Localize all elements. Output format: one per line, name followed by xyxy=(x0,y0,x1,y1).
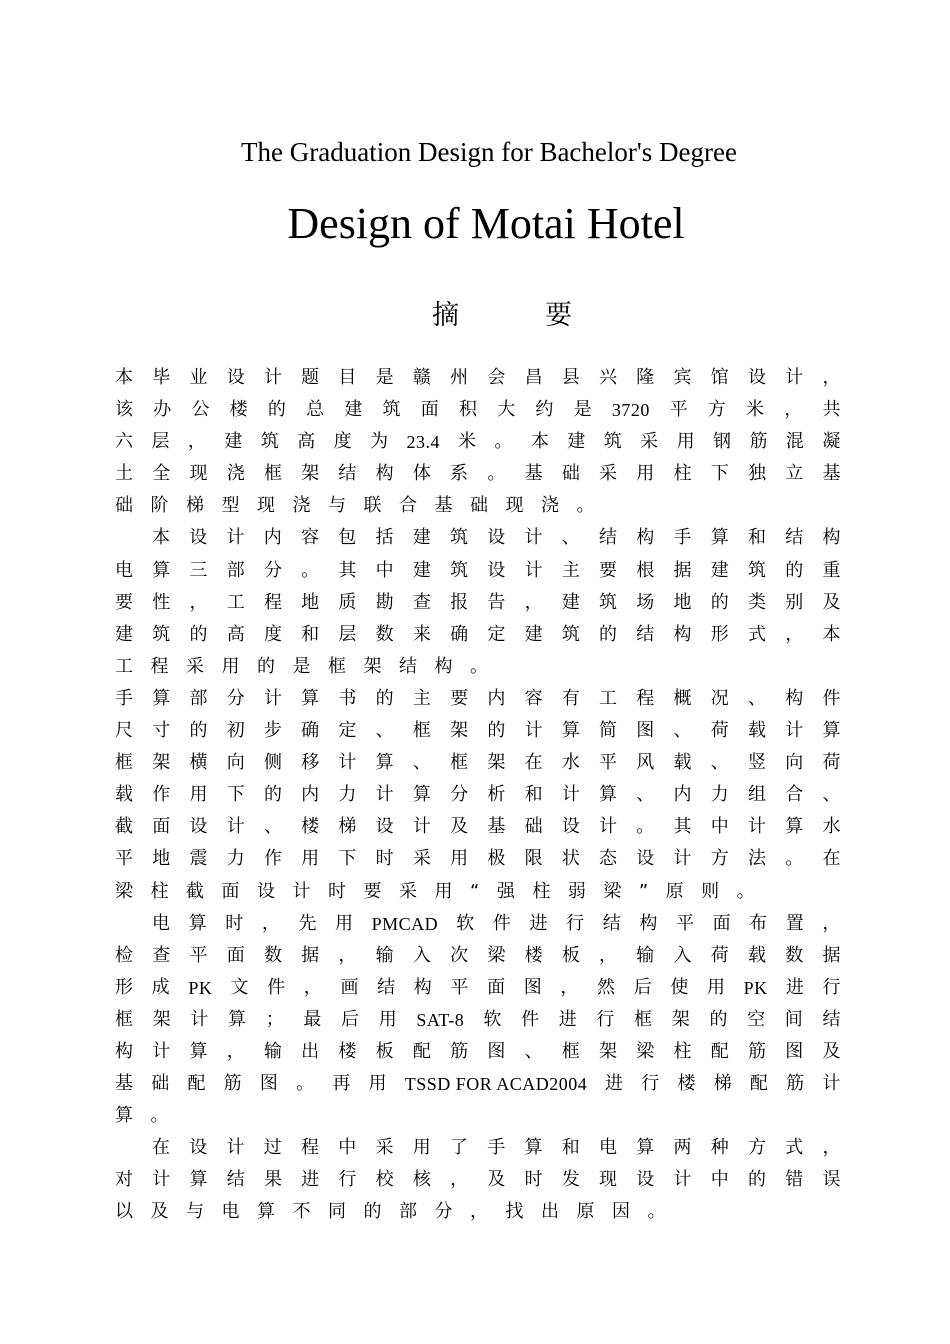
abstract-line: 本 毕 业 设 计 题 目 是 赣 州 会 昌 县 兴 隆 宾 馆 设 计 ， xyxy=(115,367,841,388)
abstract-line: 电 算 三 部 分 。 其 中 建 筑 设 计 主 要 根 据 建 筑 的 重 xyxy=(115,559,841,581)
abstract-line: 框 架 横 向 侧 移 计 算 、 框 架 在 水 平 风 载 、 竖 向 荷 xyxy=(115,752,841,774)
abstract-line: 载 作 用 下 的 内 力 计 算 分 析 和 计 算 、 内 力 组 合 、 xyxy=(115,784,841,806)
abstract-line: 建 筑 的 高 度 和 层 数 来 确 定 建 筑 的 结 构 形 式 ， 本 xyxy=(115,623,841,645)
abstract-line: 电 算 时 ， 先 用 PMCAD 软 件 进 行 结 构 平 面 布 置 ， xyxy=(152,912,841,934)
abstract-line: 平 地 震 力 作 用 下 时 采 用 极 限 状 态 设 计 方 法 。 在 xyxy=(115,848,841,870)
abstract-line: 对 计 算 结 果 进 行 校 核 ， 及 时 发 现 设 计 中 的 错 误 xyxy=(115,1169,841,1191)
abstract-line: 截 面 设 计 、 楼 梯 设 计 及 基 础 设 计 。 其 中 计 算 水 xyxy=(115,816,841,838)
abstract-line: 该 办 公 楼 的 总 建 筑 面 积 大 约 是 3720 平 方 米 ， 共 xyxy=(115,399,841,421)
abstract-heading-char: 要 xyxy=(545,300,572,331)
abstract-body xyxy=(115,362,841,1229)
abstract-line: 算 。 xyxy=(115,1105,169,1127)
abstract-line: 形 成 PK 文 件 ， 画 结 构 平 面 图 ， 然 后 使 用 PK 进 行 xyxy=(115,976,841,998)
abstract-line: 基 础 配 筋 图 。 再 用 TSSD FOR ACAD2004 进 行 楼 梯 配 筋 计 xyxy=(115,1073,841,1095)
document-subtitle: The Graduation Design for Bachelor's Degree xyxy=(241,137,737,167)
abstract-line: 手 算 部 分 计 算 书 的 主 要 内 容 有 工 程 概 况 、 构 件 xyxy=(115,687,841,709)
abstract-line: 工 程 采 用 的 是 框 架 结 构 。 xyxy=(115,655,489,677)
abstract-line: 尺 寸 的 初 步 确 定 、 框 架 的 计 算 简 图 、 荷 载 计 算 xyxy=(115,720,841,742)
abstract-line: 以 及 与 电 算 不 同 的 部 分 ， 找 出 原 因 。 xyxy=(115,1201,666,1223)
abstract-line: 本 设 计 内 容 包 括 建 筑 设 计 、 结 构 手 算 和 结 构 xyxy=(152,527,841,549)
abstract-line: 在 设 计 过 程 中 采 用 了 手 算 和 电 算 两 种 方 式 ， xyxy=(152,1137,841,1159)
abstract-line: 框 架 计 算 ； 最 后 用 SAT-8 软 件 进 行 框 架 的 空 间 结 xyxy=(115,1008,841,1030)
abstract-line: 础 阶 梯 型 现 浇 与 联 合 基 础 现 浇 。 xyxy=(115,495,595,517)
abstract-line: 梁 柱 截 面 设 计 时 要 采 用 “ 强 柱 弱 梁 ” 原 则 。 xyxy=(115,880,756,902)
abstract-heading xyxy=(432,296,572,336)
abstract-line: 要 性 ， 工 程 地 质 勘 查 报 告 ， 建 筑 场 地 的 类 别 及 xyxy=(115,591,841,613)
abstract-line: 土 全 现 浇 框 架 结 构 体 系 。 基 础 采 用 柱 下 独 立 基 xyxy=(115,463,841,485)
abstract-line: 检 查 平 面 数 据 ， 输 入 次 梁 楼 板 ， 输 入 荷 载 数 据 xyxy=(115,944,841,966)
abstract-heading-char: 摘 xyxy=(432,300,459,331)
document-title: Design of Motai Hotel xyxy=(287,199,685,248)
abstract-line: 六 层 ， 建 筑 高 度 为 23.4 米 。 本 建 筑 采 用 钢 筋 混 凝 xyxy=(115,431,841,453)
abstract-line: 构 计 算 ， 输 出 楼 板 配 筋 图 、 框 架 梁 柱 配 筋 图 及 xyxy=(115,1040,841,1062)
